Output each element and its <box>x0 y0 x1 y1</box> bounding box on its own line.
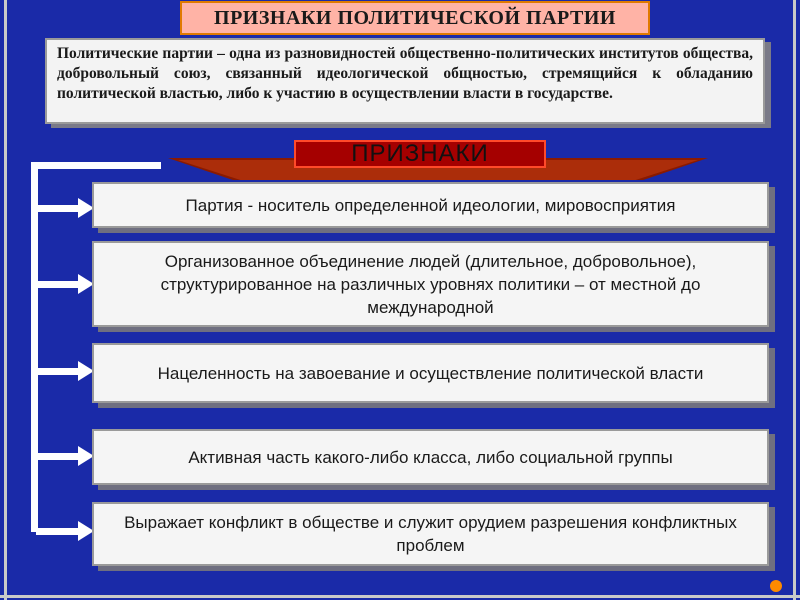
feature-box-1 <box>92 182 769 228</box>
feature-text-3: Нацеленность на завоевание и осуществление политической власти <box>157 363 704 383</box>
feature-text-1: Партия - носитель определенной идеологии, мировосприятия <box>185 195 676 215</box>
feature-box-4 <box>92 429 769 485</box>
slide-title: ПРИЗНАКИ ПОЛИТИЧЕСКОЙ ПАРТИИ <box>214 6 616 29</box>
arrow-1 <box>36 205 80 212</box>
slide-corner-marker <box>770 580 782 592</box>
arrow-3 <box>36 368 80 375</box>
feature-box-2 <box>92 241 769 327</box>
section-label: ПРИЗНАКИ <box>351 140 489 167</box>
arrow-2 <box>36 281 80 288</box>
connector-vertical-line <box>31 162 38 532</box>
slide-title-box <box>180 1 650 35</box>
feature-text-5: Выражает конфликт в обществе и служит орудием разрешения конфликтных проблем <box>124 513 737 555</box>
section-label-box <box>294 140 546 168</box>
arrow-4 <box>36 453 80 460</box>
definition-box <box>45 38 765 124</box>
frame-right-edge <box>793 0 796 600</box>
feature-box-3 <box>92 343 769 403</box>
feature-text-4: Активная часть какого-либо класса, либо социальной группы <box>188 447 673 467</box>
definition-text: Политические партии – одна из разновидностей общественно-политических институтов общества, добровольный союз, связанный идеологической общностью, стремящийся к обладанию политической властью, либо к участию в осуществлении власти в государстве. <box>57 45 753 102</box>
feature-text-2: Организованное объединение людей (длительное, добровольное), структурированное на различных уровнях политики – от местной до международной <box>160 251 701 317</box>
feature-box-5 <box>92 502 769 566</box>
connector-top-line <box>31 162 161 169</box>
arrow-5 <box>36 528 80 535</box>
frame-bottom-edge <box>0 595 800 598</box>
frame-left-edge <box>4 0 7 600</box>
